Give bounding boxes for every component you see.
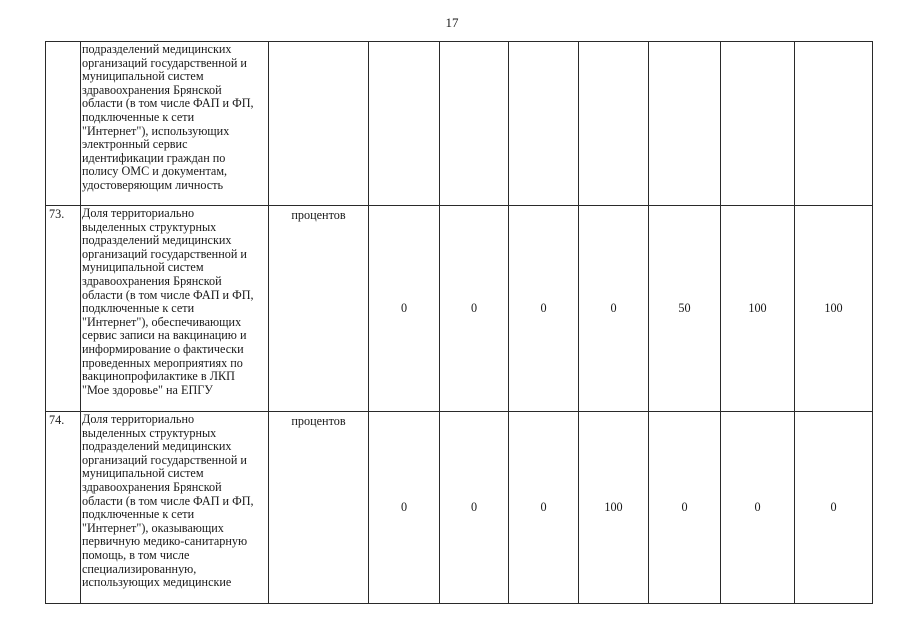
value-cell	[369, 42, 440, 206]
value-cell: 0	[721, 412, 795, 604]
indicator-name: Доля территориально выделенных структурных подразделений медицинских организаций государственной и муниципальной систем здравоохранения Брянской области (в том числе ФАП и ФП, подключенные к сети "Интернет"), обеспечивающих сервис записи на вакцинацию и информирование о фактически проведенных мероприятиях по вакцинопрофилактике в ЛКП "Мое здоровье" на ЕПГУ	[81, 206, 269, 412]
value-cell	[509, 42, 579, 206]
table-row	[46, 206, 873, 412]
value-cell: 0	[509, 412, 579, 604]
value-cell: 100	[721, 206, 795, 412]
page-number: 17	[445, 15, 459, 30]
value-cell: 100	[579, 412, 649, 604]
value-cell	[721, 42, 795, 206]
unit-cell: процентов	[269, 206, 369, 412]
row-number: 73.	[46, 206, 81, 412]
value-cell: 0	[649, 412, 721, 604]
value-cell	[795, 42, 873, 206]
value-cell: 0	[795, 412, 873, 604]
unit-cell	[269, 42, 369, 206]
value-cell: 0	[369, 206, 440, 412]
value-cell: 0	[440, 412, 509, 604]
value-cell: 0	[509, 206, 579, 412]
row-number: 74.	[46, 412, 81, 604]
unit-cell: процентов	[269, 412, 369, 604]
value-cell: 0	[579, 206, 649, 412]
table-row	[46, 412, 873, 604]
table-row	[46, 42, 873, 206]
value-cell	[440, 42, 509, 206]
value-cell: 0	[369, 412, 440, 604]
indicator-name: Доля территориально выделенных структурных подразделений медицинских организаций государственной и муниципальной систем здравоохранения Брянской области (в том числе ФАП и ФП, подключенные к сети "Интернет"), оказывающих первичную медико-санитарную помощь, в том числе специализированную, использующих медицинские	[81, 412, 269, 604]
row-number	[46, 42, 81, 206]
indicator-table	[45, 41, 873, 604]
value-cell	[579, 42, 649, 206]
value-cell: 50	[649, 206, 721, 412]
value-cell	[649, 42, 721, 206]
value-cell: 100	[795, 206, 873, 412]
indicator-name: подразделений медицинских организаций государственной и муниципальной систем здравоохранения Брянской области (в том числе ФАП и ФП, подключенные к сети "Интернет"), использующих электронный сервис идентификации граждан по полису ОМС и документам, удостоверяющим личность	[81, 42, 269, 206]
value-cell: 0	[440, 206, 509, 412]
